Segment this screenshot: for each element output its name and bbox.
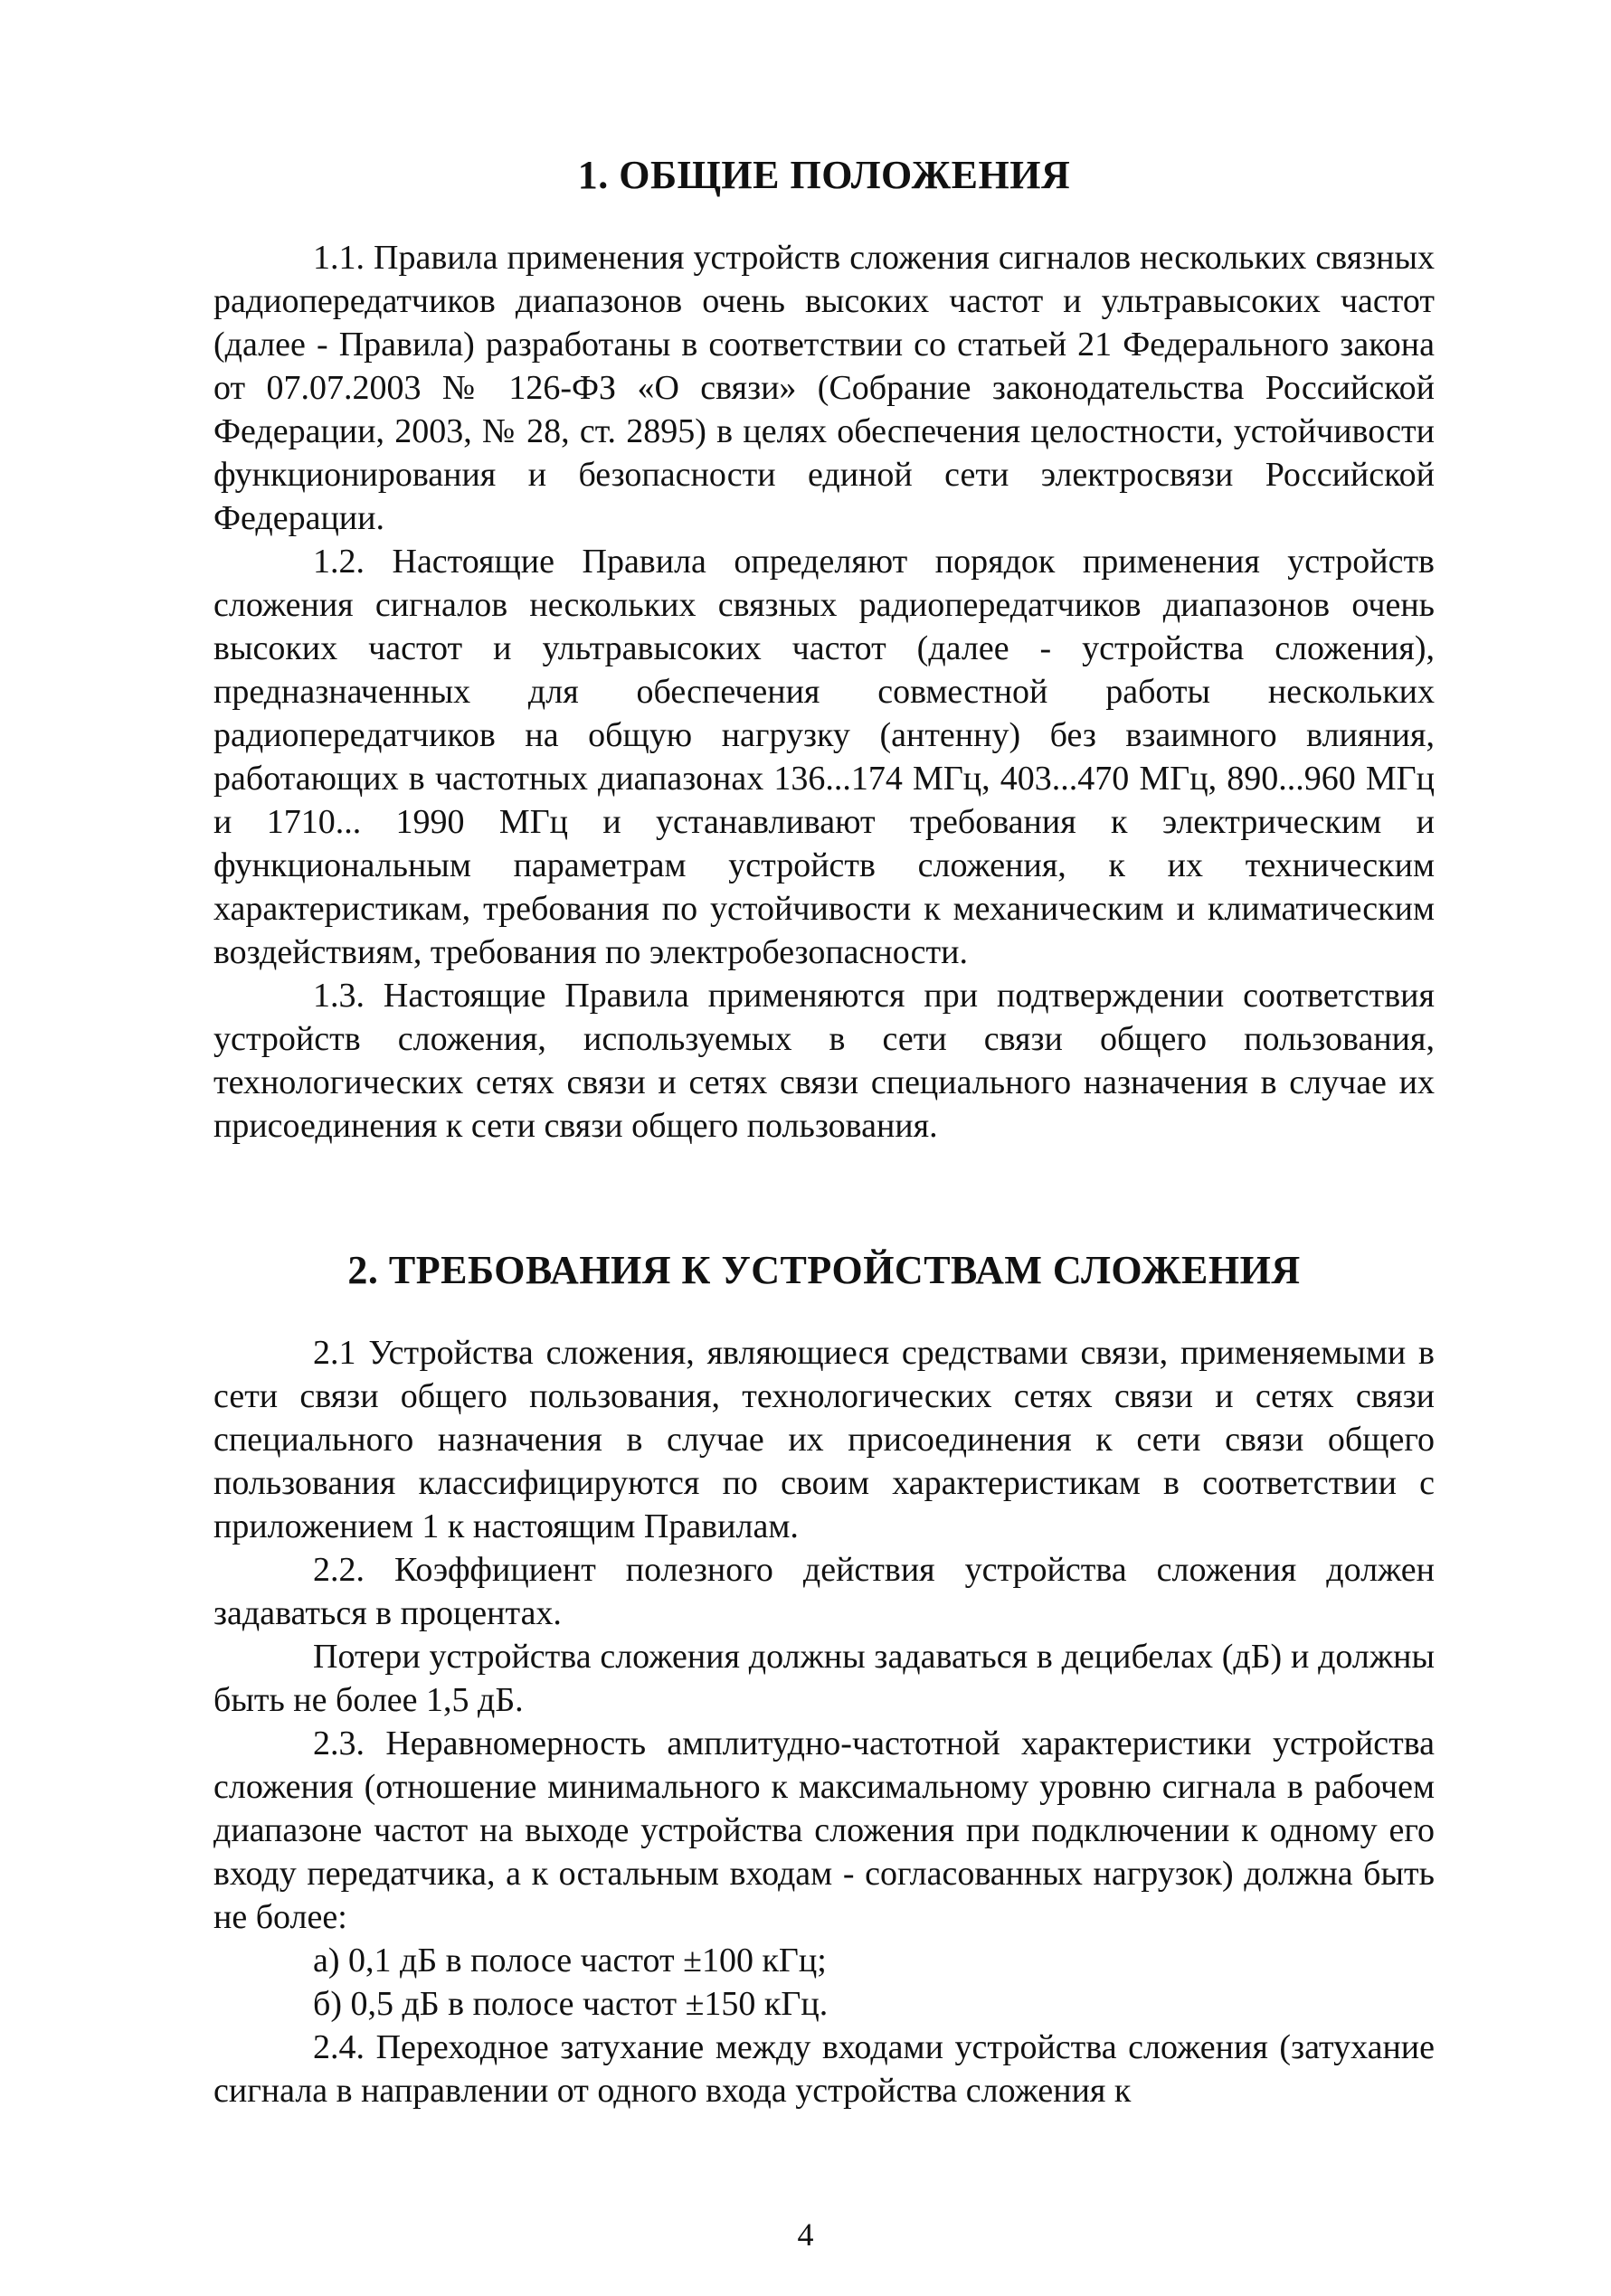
paragraph-2-3: 2.3. Неравномерность амплитудно-частотной характеристики устройства сложения (отношение минимального к максимальному уровню сигнала в рабочем диапазоне частот на выходе устройства сложения при подключении к одному его входу передатчика, а к остальным входам - согласованных нагрузок) должна быть не более:: [213, 1724, 1435, 1936]
paragraph-1-1: 1.1. Правила применения устройств сложения сигналов нескольких связных радиопередатчиков диапазонов очень высоких частот и ультравысоких частот (далее - Правила) разработаны в соответствии со статьей 21 Федерального закона от 07.07.2003 № 126-ФЗ «О связи» (Собрание законодательства Российской Федерации, 2003, № 28, ст. 2895) в целях обеспечения целостности, устойчивости функционирования и безопасности единой сети электросвязи Российской Федерации.: [213, 239, 1435, 537]
paragraph-2-4: 2.4. Переходное затухание между входами устройства сложения (затухание сигнала в направлении от одного входа устройства сложения к: [213, 2028, 1435, 2110]
paragraph-1-2: 1.2. Настоящие Правила определяют порядок применения устройств сложения сигналов нескольких связных радиопередатчиков диапазонов очень высоких частот и ультравысоких частот (далее - устройства сложения), предназначенных для обеспечения совместной работы нескольких радиопередатчиков на общую нагрузку (антенну) без взаимного влияния, работающих в частотных диапазонах 136...174 МГц, 403...470 МГц, 890...960 МГц и 1710... 1990 МГц и устанавливают требования к электрическим и функциональным параметрам устройств сложения, к их техническим характеристикам, требования по устойчивости к механическим и климатическим воздействиям, требования по электробезопасности.: [213, 543, 1435, 971]
list-item-2-3-a: а) 0,1 дБ в полосе частот ±100 кГц;: [313, 1942, 827, 1979]
paragraph-2-1: 2.1 Устройства сложения, являющиеся средствами связи, применяемыми в сети связи общего пользования, технологических сетях связи и сетях связи специального назначения в случае их присоединения к сети связи общего пользования классифицируются по своим характеристикам в соответствии с приложением 1 к настоящим Правилам.: [213, 1334, 1435, 1545]
page-number: 4: [797, 2216, 814, 2253]
list-item-2-3-b: б) 0,5 дБ в полосе частот ±150 кГц.: [313, 1985, 829, 2023]
document-page: [213, 136, 1435, 2112]
paragraph-2-2: 2.2. Коэффициент полезного действия устройства сложения должен задаваться в процентах.: [213, 1551, 1435, 1632]
paragraph-1-3: 1.3. Настоящие Правила применяются при подтверждении соответствия устройств сложения, используемых в сети связи общего пользования, технологических сетях связи и сетях связи специального назначения в случае их присоединения к сети связи общего пользования.: [213, 977, 1435, 1145]
paragraph-2-2-losses: Потери устройства сложения должны задаваться в децибелах (дБ) и должны быть не более 1,5 дБ.: [213, 1638, 1435, 1719]
section-1-title: 1. ОБЩИЕ ПОЛОЖЕНИЯ: [577, 153, 1071, 197]
section-2-title: 2. ТРЕБОВАНИЯ К УСТРОЙСТВАМ СЛОЖЕНИЯ: [347, 1248, 1301, 1292]
